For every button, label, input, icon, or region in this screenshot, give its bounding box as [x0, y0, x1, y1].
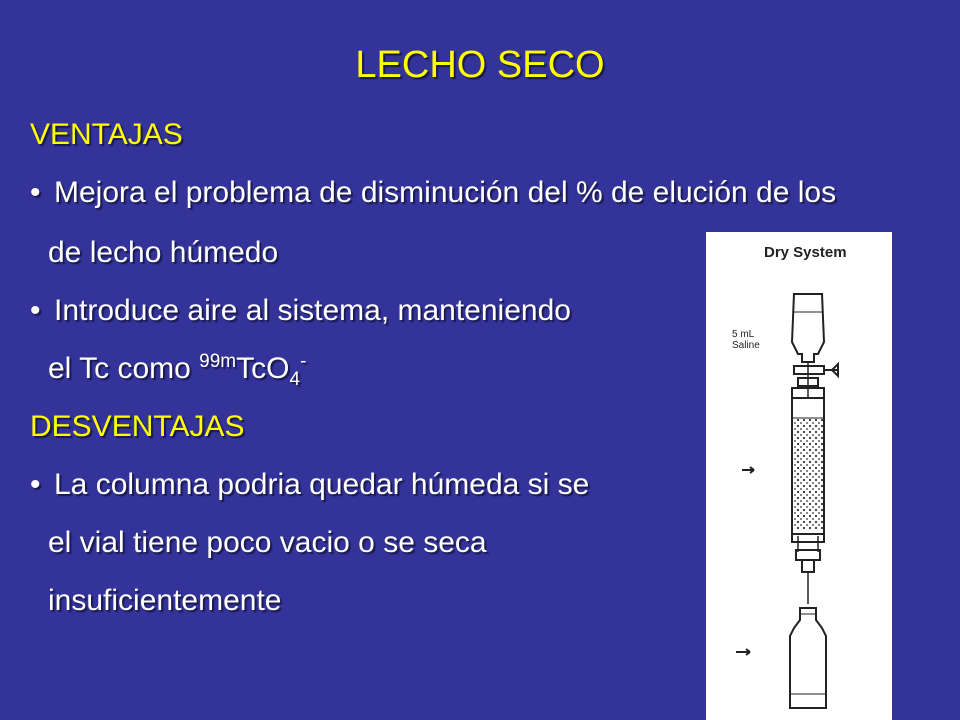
saline-name: Saline — [732, 340, 760, 351]
valve-handle — [824, 364, 838, 376]
saline-vial — [792, 294, 824, 362]
bullet-glyph: • — [30, 294, 41, 327]
slide-title: LECHO SECO — [355, 44, 605, 86]
dry-system-diagram — [706, 232, 892, 720]
generator-drawing — [706, 232, 892, 720]
disadvantage-1 — [30, 468, 589, 502]
disadvantage-1-text: La columna podria quedar húmeda si se — [54, 468, 590, 501]
advantage-2 — [30, 294, 571, 328]
compound-charge: - — [300, 351, 307, 372]
arrow-column — [742, 467, 754, 473]
saline-volume: 5 mL — [732, 329, 755, 340]
isotope-superscript: 99m — [199, 351, 237, 372]
advantage-2-text: Introduce aire al sistema, manteniendo — [54, 294, 571, 327]
advantage-1 — [30, 176, 836, 210]
diagram-title: Dry System — [764, 244, 847, 261]
compound-subscript: 4 — [289, 369, 301, 390]
advantage-1-continued: de lecho húmedo — [48, 236, 279, 269]
compound-formula: TcO — [236, 352, 290, 385]
advantage-2-continued — [48, 351, 307, 390]
bullet-glyph: • — [30, 468, 41, 501]
valve — [794, 366, 824, 374]
bullet-glyph: • — [30, 176, 41, 209]
advantage-2-prefix: el Tc como — [48, 352, 200, 385]
disadvantage-1-continued: el vial tiene poco vacio o se seca — [48, 526, 487, 559]
disadvantage-1-continued-2: insuficientemente — [48, 584, 282, 617]
collection-vial — [790, 608, 826, 708]
arrow-vial — [736, 649, 750, 655]
advantage-1-text: Mejora el problema de disminución del % de elución de los — [54, 176, 837, 209]
disadvantages-heading: DESVENTAJAS — [30, 410, 245, 443]
advantages-heading: VENTAJAS — [30, 118, 183, 151]
